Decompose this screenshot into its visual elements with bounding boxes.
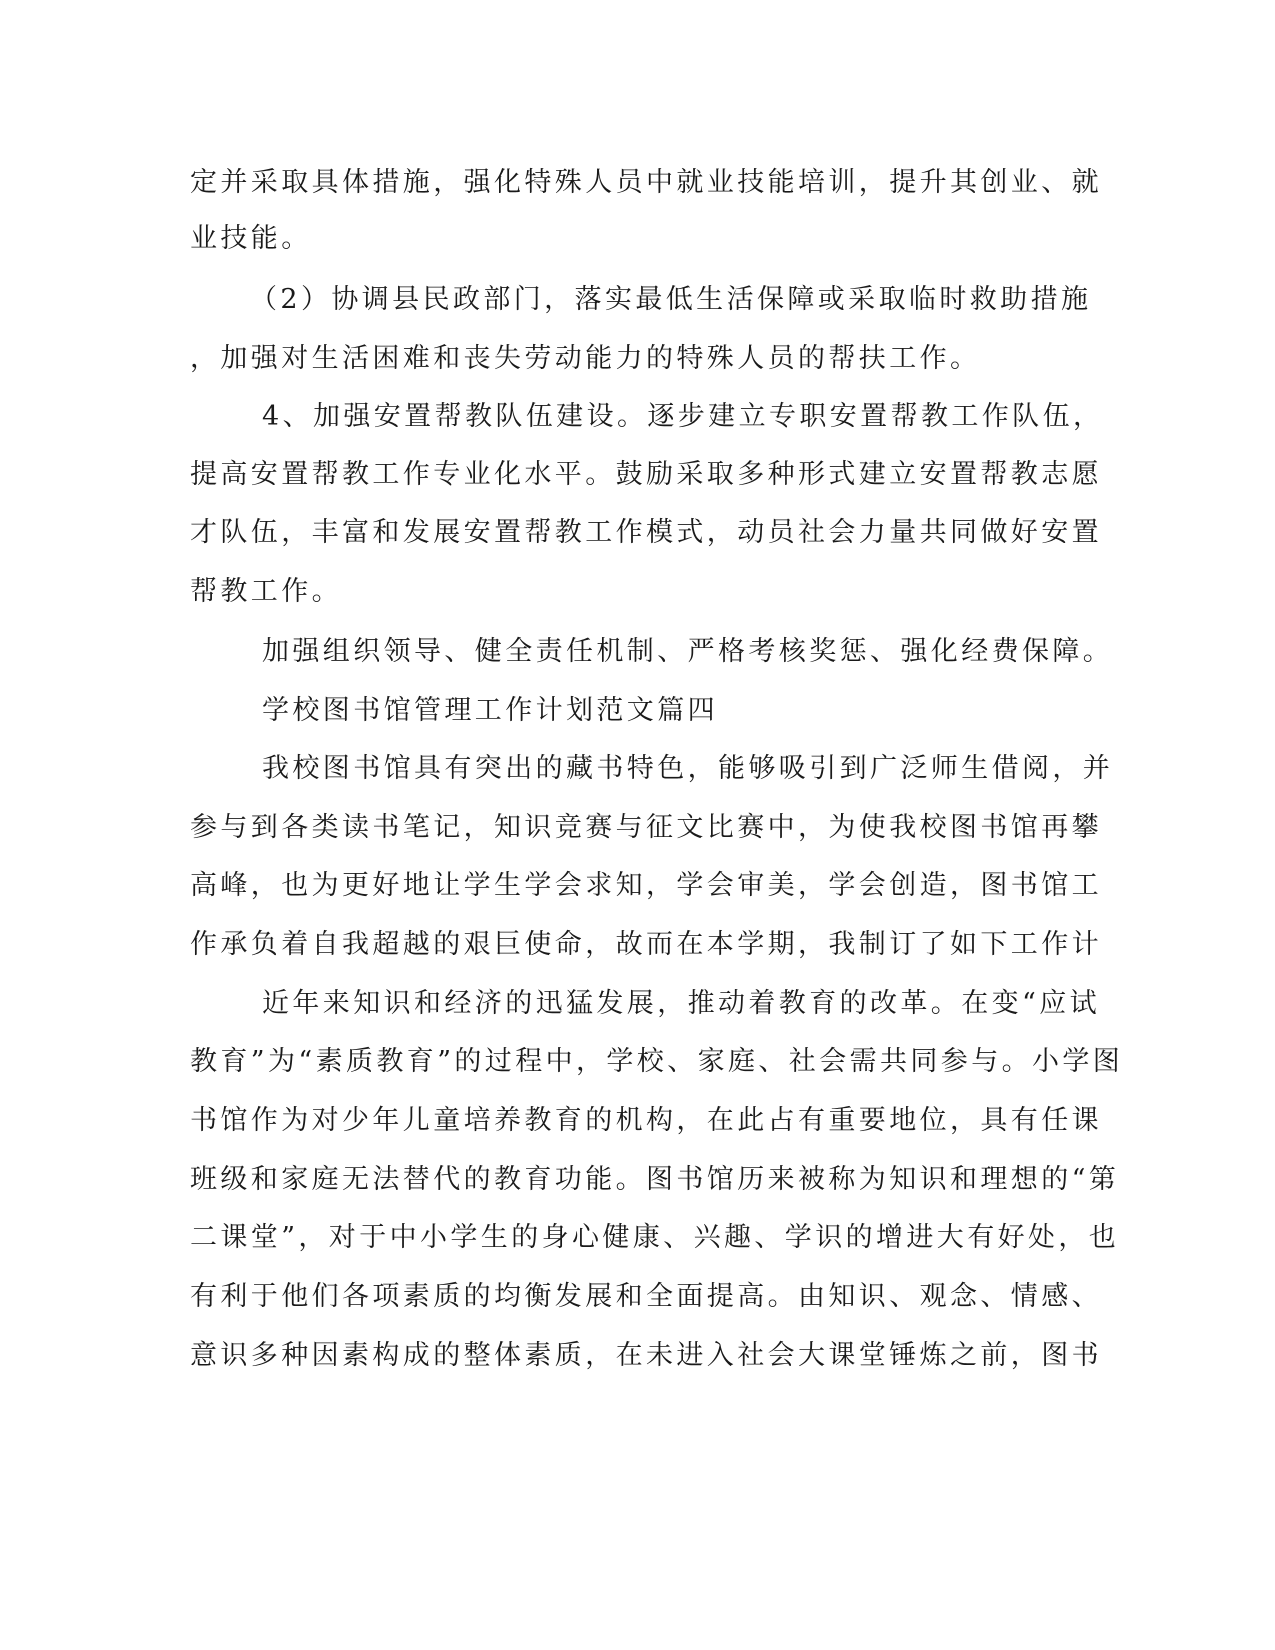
text-line: 高峰，也为更好地让学生学会求知，学会审美，学会创造，图书馆工 bbox=[190, 870, 1102, 901]
text-line: 参与到各类读书笔记，知识竞赛与征文比赛中，为使我校图书馆再攀 bbox=[190, 812, 1102, 843]
text-line: 定并采取具体措施，强化特殊人员中就业技能培训，提升其创业、就 bbox=[190, 167, 1102, 198]
text-line: 二课堂”，对于中小学生的身心健康、兴趣、学识的增进大有好处，也 bbox=[190, 1222, 1120, 1253]
text-line: 4、加强安置帮教队伍建设。逐步建立专职安置帮教工作队伍， bbox=[262, 401, 1104, 432]
text-line: 提高安置帮教工作专业化水平。鼓励采取多种形式建立安置帮教志愿 bbox=[190, 459, 1102, 490]
text-line: 书馆作为对少年儿童培养教育的机构，在此占有重要地位，具有任课 bbox=[190, 1105, 1102, 1136]
text-line: 才队伍，丰富和发展安置帮教工作模式，动员社会力量共同做好安置 bbox=[190, 517, 1102, 548]
text-line: ，加强对生活困难和丧失劳动能力的特殊人员的帮扶工作。 bbox=[190, 343, 981, 374]
text-line: 意识多种因素构成的整体素质，在未进入社会大课堂锤炼之前，图书 bbox=[190, 1340, 1102, 1371]
text-line: 教育”为“素质教育”的过程中，学校、家庭、社会需共同参与。小学图 bbox=[190, 1046, 1124, 1077]
text-line: 近年来知识和经济的迅猛发展，推动着教育的改革。在变“应试 bbox=[262, 988, 1101, 1019]
text-line: 班级和家庭无法替代的教育功能。图书馆历来被称为知识和理想的“第 bbox=[190, 1164, 1120, 1195]
text-line: 作承负着自我超越的艰巨使命，故而在本学期，我制订了如下工作计 bbox=[190, 929, 1102, 960]
text-line: 帮教工作。 bbox=[190, 576, 342, 607]
section-heading: 学校图书馆管理工作计划范文篇四 bbox=[262, 695, 718, 726]
text-line: 加强组织领导、健全责任机制、严格考核奖惩、强化经费保障。 bbox=[262, 636, 1114, 667]
text-line: 我校图书馆具有突出的藏书特色，能够吸引到广泛师生借阅，并 bbox=[262, 753, 1114, 784]
text-line: （2）协调县民政部门，落实最低生活保障或采取临时救助措施 bbox=[250, 284, 1092, 315]
text-line: 业技能。 bbox=[190, 223, 312, 254]
text-line: 有利于他们各项素质的均衡发展和全面提高。由知识、观念、情感、 bbox=[190, 1281, 1102, 1312]
